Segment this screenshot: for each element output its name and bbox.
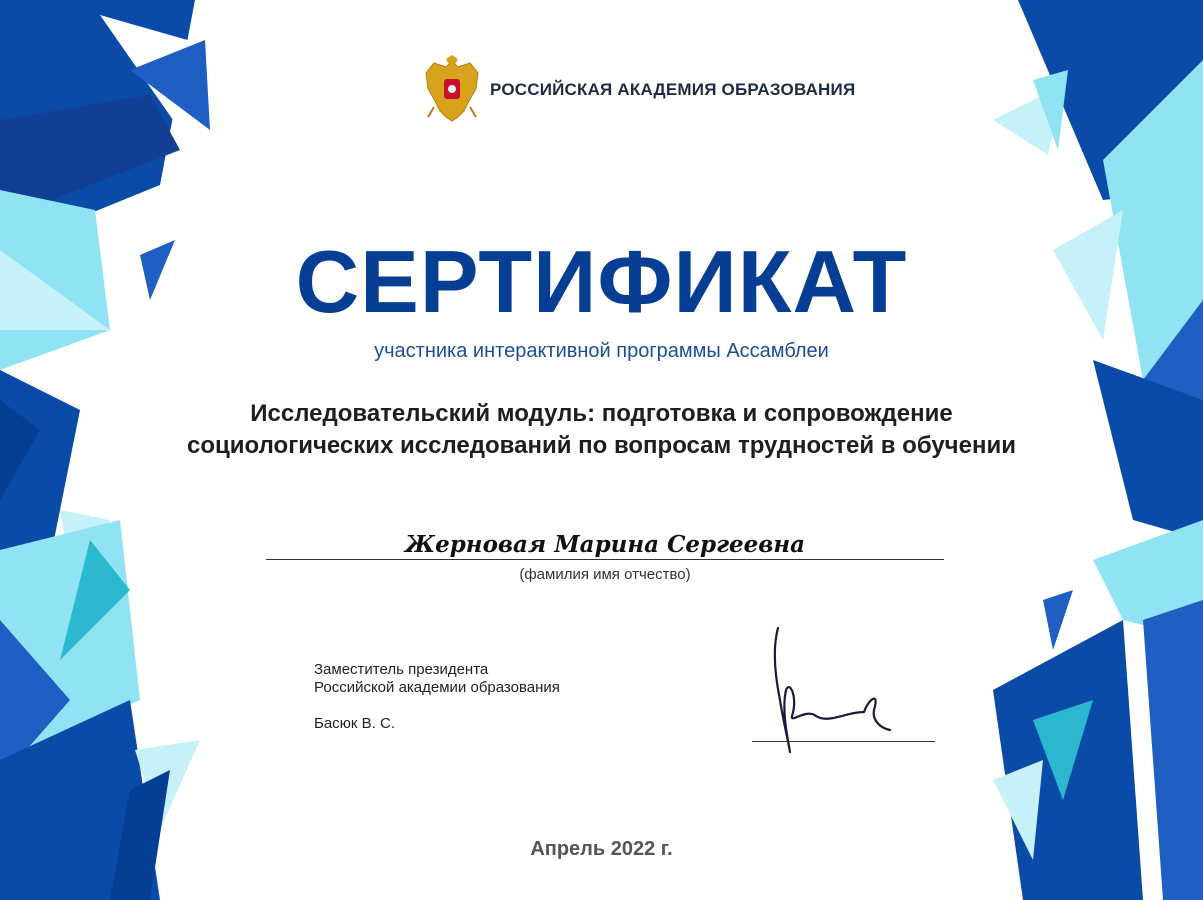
recipient-name-line — [266, 559, 944, 560]
program-name — [100, 398, 1103, 462]
double-headed-eagle-emblem — [420, 55, 484, 125]
program-line-1: Исследовательский модуль: подготовка и сопровождение — [250, 400, 953, 427]
certificate-subtitle: участника интерактивной программы Ассамблеи — [374, 340, 829, 362]
signer-block — [314, 661, 560, 733]
signer-position-line-1: Заместитель президента — [314, 661, 489, 678]
recipient-name-hint: (фамилия имя отчество) — [519, 566, 691, 583]
program-line-2: социологических исследований по вопросам трудностей в обучении — [187, 432, 1016, 459]
issue-date: Апрель 2022 г. — [530, 838, 673, 860]
header — [420, 55, 855, 125]
signer-name: Басюк В. С. — [314, 715, 396, 732]
recipient-name: Жерновая Марина Сергеевна — [404, 531, 806, 558]
handwritten-signature — [768, 620, 898, 760]
certificate-title: СЕРТИФИКАТ — [295, 232, 908, 331]
organization-name: РОССИЙСКАЯ АКАДЕМИЯ ОБРАЗОВАНИЯ — [490, 80, 856, 99]
signer-position-line-2: Российской академии образования — [314, 679, 560, 696]
signature-line — [752, 741, 935, 742]
